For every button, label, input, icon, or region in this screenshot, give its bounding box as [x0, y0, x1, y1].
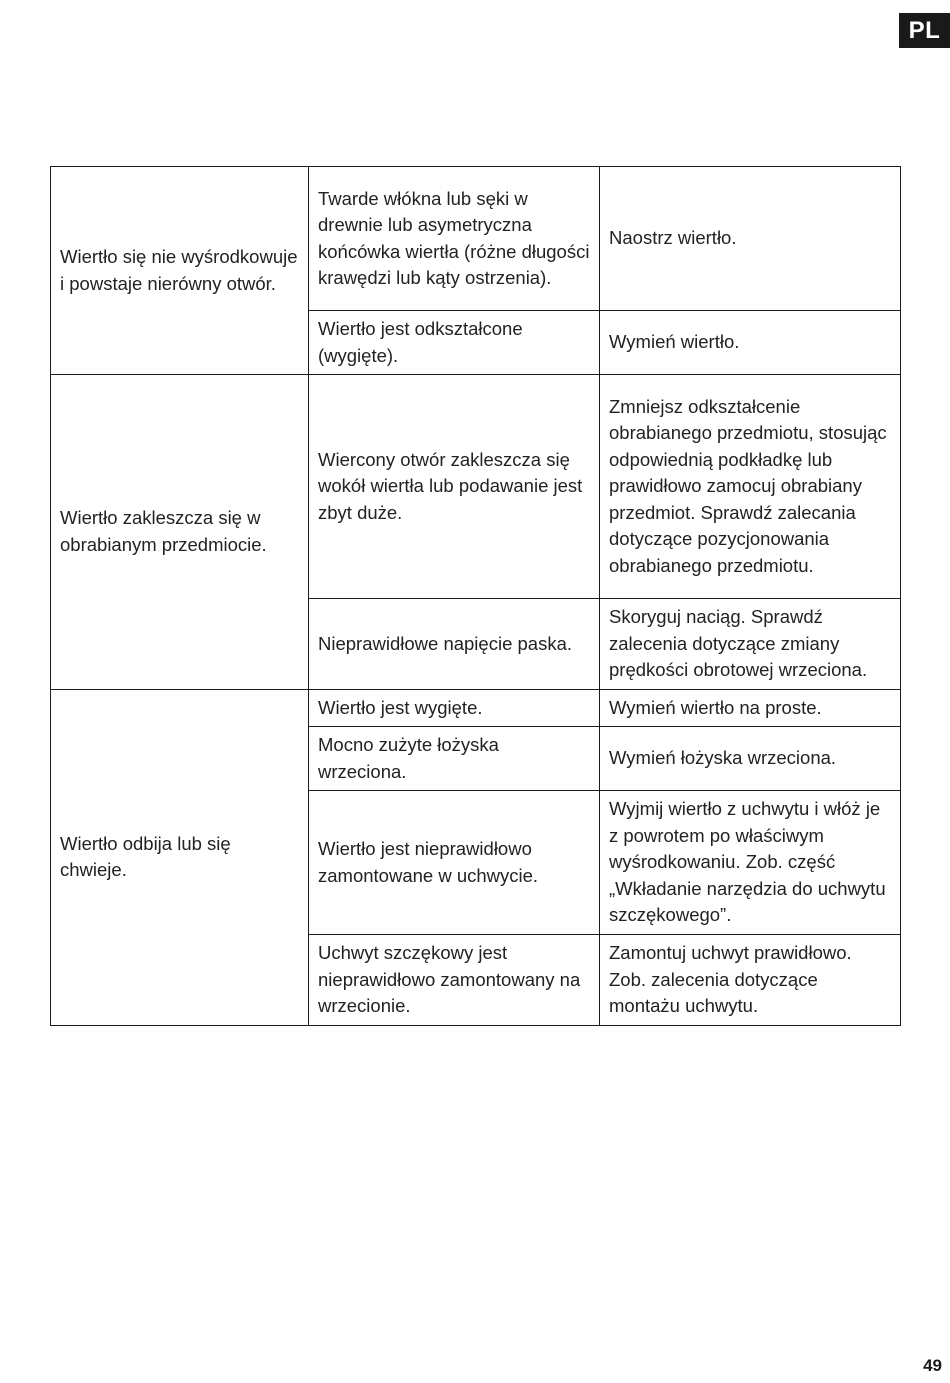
solution-cell: Skoryguj naciąg. Sprawdź zalecenia dotyczące zmiany prędkości obrotowej wrzeciona. [600, 599, 901, 690]
solution-cell: Wyjmij wiertło z uchwytu i włóż je z powrotem po właściwym wyśrodkowaniu. Zob. część „Wkładanie narzędzia do uchwytu szczękowego”. [600, 791, 901, 935]
cause-cell: Wiercony otwór zakleszcza się wokół wiertła lub podawanie jest zbyt duże. [309, 375, 600, 599]
solution-cell: Wymień wiertło. [600, 311, 901, 375]
cause-cell: Mocno zużyte łożyska wrzeciona. [309, 727, 600, 791]
solution-cell: Zmniejsz odkształcenie obrabianego przedmiotu, stosując odpowiednią podkładkę lub prawidłowo zamocuj obrabiany przedmiot. Sprawdź zalecania dotyczące pozycjonowania obrabianego przedmiotu. [600, 375, 901, 599]
table-row [51, 375, 901, 599]
troubleshooting-table [50, 166, 901, 1026]
table-row [51, 167, 901, 311]
cause-cell: Twarde włókna lub sęki w drewnie lub asymetryczna końcówka wiertła (różne długości krawędzi lub kąty ostrzenia). [309, 167, 600, 311]
problem-cell: Wiertło odbija lub się chwieje. [51, 689, 309, 1025]
page-number: 49 [923, 1356, 942, 1375]
solution-cell: Wymień łożyska wrzeciona. [600, 727, 901, 791]
cause-cell: Wiertło jest nieprawidłowo zamontowane w uchwycie. [309, 791, 600, 935]
problem-cell: Wiertło zakleszcza się w obrabianym przedmiocie. [51, 375, 309, 690]
solution-cell: Zamontuj uchwyt prawidłowo. Zob. zalecenia dotyczące montażu uchwytu. [600, 935, 901, 1026]
table-row [51, 689, 901, 727]
problem-cell: Wiertło się nie wyśrodkowuje i powstaje nierówny otwór. [51, 167, 309, 375]
cause-cell: Uchwyt szczękowy jest nieprawidłowo zamontowany na wrzecionie. [309, 935, 600, 1026]
cause-cell: Wiertło jest wygięte. [309, 689, 600, 727]
cause-cell: Nieprawidłowe napięcie paska. [309, 599, 600, 690]
solution-cell: Wymień wiertło na proste. [600, 689, 901, 727]
language-badge: PL [899, 13, 950, 48]
solution-cell: Naostrz wiertło. [600, 167, 901, 311]
cause-cell: Wiertło jest odkształcone (wygięte). [309, 311, 600, 375]
